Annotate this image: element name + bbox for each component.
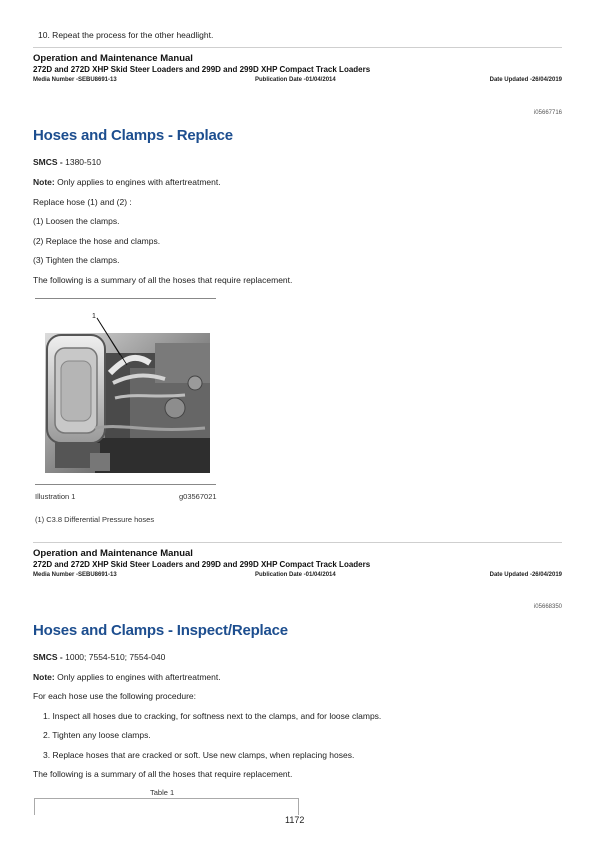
media-number: Media Number -SEBU8691-13 bbox=[33, 572, 117, 578]
note-text: Only applies to engines with aftertreatment. bbox=[54, 177, 221, 187]
divider bbox=[33, 47, 562, 48]
note-text: Only applies to engines with aftertreatment. bbox=[54, 672, 221, 682]
summary-line: The following is a summary of all the hoses that require replacement. bbox=[33, 769, 293, 779]
list-item: 1. Inspect all hoses due to cracking, for softness next to the clamps, and for loose clamps. bbox=[43, 711, 382, 721]
header-subtitle: 272D and 272D XHP Skid Steer Loaders and 299D and 299D XHP Compact Track Loaders bbox=[33, 65, 371, 74]
figure-bottom-rule bbox=[35, 484, 216, 485]
smcs-line bbox=[33, 157, 101, 167]
note-line bbox=[33, 672, 221, 682]
smcs-value: 1380-510 bbox=[62, 157, 102, 167]
note-label: Note: bbox=[33, 672, 55, 682]
header-title: Operation and Maintenance Manual bbox=[33, 53, 193, 64]
smcs-label: SMCS - bbox=[33, 157, 63, 167]
illustration-label: Illustration 1 bbox=[35, 492, 76, 501]
page-number: 1172 bbox=[285, 815, 305, 825]
section-heading: Hoses and Clamps - Replace bbox=[33, 127, 233, 144]
body-line: (1) Loosen the clamps. bbox=[33, 216, 120, 226]
list-item: 2. Tighten any loose clamps. bbox=[43, 730, 151, 740]
smcs-value: 1000; 7554-510; 7554-040 bbox=[62, 652, 166, 662]
table-frame bbox=[34, 798, 299, 815]
section-heading: Hoses and Clamps - Inspect/Replace bbox=[33, 622, 288, 639]
body-line: Replace hose (1) and (2) : bbox=[33, 197, 132, 207]
document-id: i05667716 bbox=[533, 110, 562, 116]
publication-date: Publication Date -01/04/2014 bbox=[255, 572, 336, 578]
figure-top-rule bbox=[35, 298, 216, 299]
engine-illustration bbox=[35, 313, 216, 478]
body-line: The following is a summary of all the hoses that require replacement. bbox=[33, 275, 293, 285]
date-updated: Date Updated -26/04/2019 bbox=[489, 77, 562, 83]
body-line: (2) Replace the hose and clamps. bbox=[33, 236, 161, 246]
publication-date: Publication Date -01/04/2014 bbox=[255, 77, 336, 83]
media-number: Media Number -SEBU8691-13 bbox=[33, 77, 117, 83]
document-id: i05668350 bbox=[533, 604, 562, 610]
note-line bbox=[33, 177, 221, 187]
header-title: Operation and Maintenance Manual bbox=[33, 548, 193, 559]
intro-line: For each hose use the following procedure: bbox=[33, 691, 197, 701]
note-label: Note: bbox=[33, 177, 55, 187]
date-updated: Date Updated -26/04/2019 bbox=[489, 572, 562, 578]
body-line: (3) Tighten the clamps. bbox=[33, 255, 120, 265]
illustration-caption: (1) C3.8 Differential Pressure hoses bbox=[35, 515, 155, 524]
callout-number: 1 bbox=[92, 313, 96, 320]
smcs-label: SMCS - bbox=[33, 652, 63, 662]
header-subtitle: 272D and 272D XHP Skid Steer Loaders and 299D and 299D XHP Compact Track Loaders bbox=[33, 560, 371, 569]
engine-photo bbox=[35, 313, 216, 478]
top-step: 10. Repeat the process for the other headlight. bbox=[38, 30, 214, 40]
illustration-code: g03567021 bbox=[179, 492, 217, 501]
divider bbox=[33, 542, 562, 543]
smcs-line bbox=[33, 652, 165, 662]
table-caption: Table 1 bbox=[150, 788, 175, 797]
list-item: 3. Replace hoses that are cracked or soft. Use new clamps, when replacing hoses. bbox=[43, 750, 355, 760]
